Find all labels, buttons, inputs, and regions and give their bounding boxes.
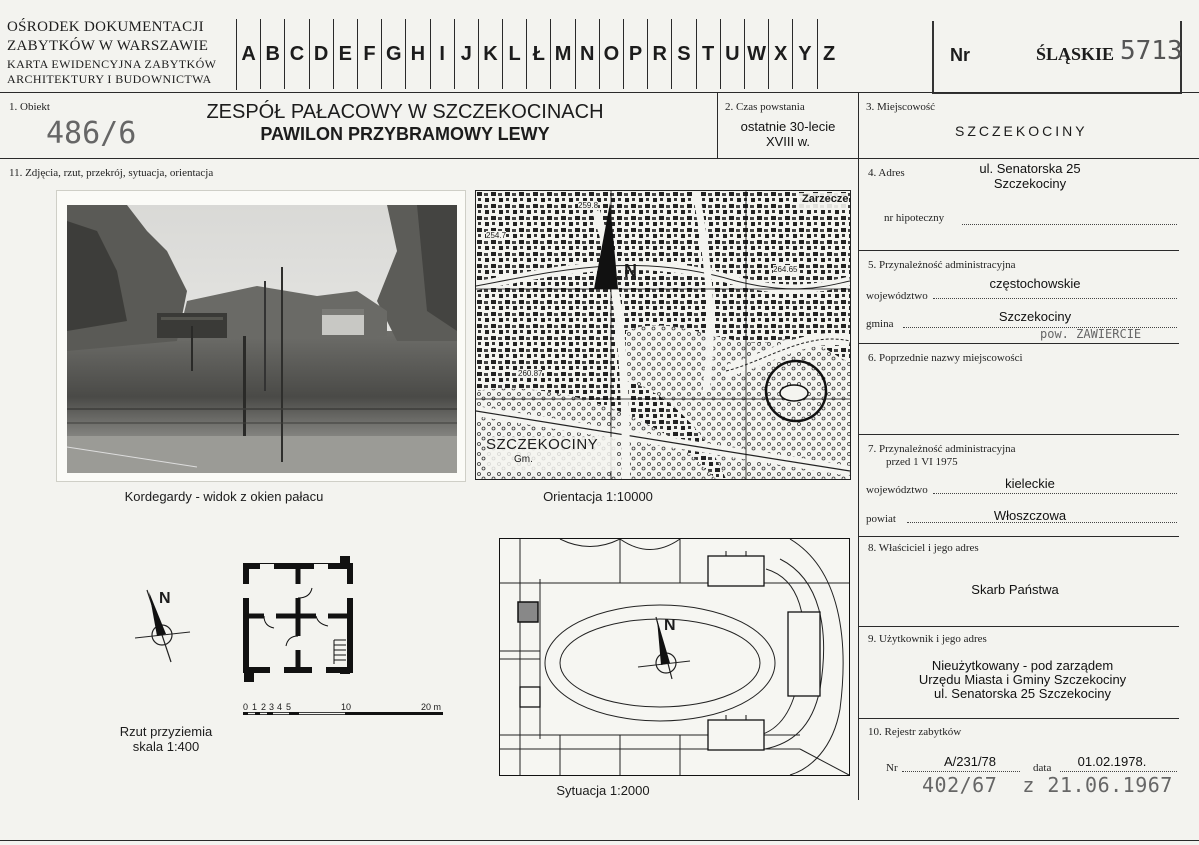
- map-height-3: 264.65: [773, 265, 798, 274]
- site-caption: Sytuacja 1:2000: [556, 783, 650, 798]
- admin-gmina-value: Szczekociny: [998, 309, 1072, 324]
- time-value-line-2: XVIII w.: [765, 134, 811, 149]
- index-letter: P: [623, 19, 647, 89]
- institution-line-1: OŚRODEK DOKUMENTACJI: [7, 19, 204, 35]
- scale-label-3: 3: [269, 702, 275, 712]
- admin-voivodeship-value: częstochowskie: [989, 276, 1081, 291]
- index-letter: M: [550, 19, 574, 89]
- photo-image: [57, 191, 465, 481]
- index-letter: O: [599, 19, 623, 89]
- scale-labels: [243, 702, 453, 714]
- index-letter: W: [744, 19, 768, 89]
- object-handwritten-number: 486/6: [46, 116, 137, 151]
- map-caption: Orientacja 1:10000: [543, 489, 653, 504]
- address-label: 4. Adres: [868, 167, 905, 179]
- admin-before-label-line-1: 7. Przynależność administracyjna: [868, 443, 1016, 455]
- region-label: ŚLĄSKIE: [1036, 44, 1115, 64]
- time-label: 2. Czas powstania: [725, 101, 805, 113]
- institution-name: [7, 18, 208, 56]
- map-label-gm: Gm.: [514, 454, 533, 465]
- admin-before-district-value: Włoszczowa: [993, 508, 1067, 523]
- object-title: [150, 101, 660, 145]
- admin-before-label-line-2: przed 1 VI 1975: [886, 456, 958, 468]
- section-11-label: 11. Zdjęcia, rzut, przekrój, sytuacja, orientacja: [9, 167, 214, 179]
- time-value: [718, 119, 858, 149]
- index-letter: J: [454, 19, 478, 89]
- address-line-1: ul. Senatorska 25: [979, 161, 1081, 176]
- admin-before-district-label: powiat: [866, 513, 896, 525]
- site-north-label: N: [664, 617, 676, 634]
- index-letter: H: [405, 19, 429, 89]
- address-line-2: Szczekociny: [993, 176, 1067, 191]
- index-letter: D: [309, 19, 333, 89]
- map-label-town: SZCZEKOCINY: [486, 436, 599, 453]
- index-letter: K: [478, 19, 502, 89]
- plan-caption: [96, 724, 236, 754]
- index-letter: Ł: [526, 19, 550, 89]
- user-line-3: ul. Senatorska 25 Szczekociny: [933, 686, 1112, 701]
- photograph: [56, 190, 466, 482]
- map-label-n: N: [624, 261, 637, 281]
- map-height-2: 254.7: [486, 231, 507, 240]
- scale-label-2: 2: [261, 702, 267, 712]
- orientation-map: [475, 190, 851, 480]
- scale-label-1: 1: [252, 702, 258, 712]
- index-letter: C: [284, 19, 308, 89]
- object-title-line-2: PAWILON PRZYBRAMOWY LEWY: [260, 124, 550, 144]
- scale-label-20m: 20 m: [421, 702, 442, 712]
- index-letter: A: [236, 19, 260, 89]
- admin-gmina-label: gmina: [866, 318, 894, 330]
- card-title: [7, 57, 216, 87]
- index-letter: E: [333, 19, 357, 89]
- register-label: 10. Rejestr zabytków: [868, 726, 962, 738]
- scale-label-5: 5: [286, 702, 292, 712]
- site-plan: [499, 538, 850, 776]
- admin-before-label: [868, 443, 1016, 469]
- register-nr-value: A/231/78: [943, 754, 997, 769]
- admin-handwritten-note: pow. ZAWIERCIE: [1040, 327, 1142, 341]
- index-letter: B: [260, 19, 284, 89]
- scale-label-0: 0: [243, 702, 249, 712]
- place-value: SZCZEKOCINY: [955, 123, 1088, 139]
- plan-north-label: N: [159, 590, 171, 607]
- index-letter: U: [720, 19, 744, 89]
- map-label-zarzecze: Zarzecze: [802, 193, 849, 205]
- place-label: 3. Miejscowość: [866, 101, 936, 113]
- object-title-line-1: ZESPÓŁ PAŁACOWY W SZCZEKOCINACH: [206, 101, 604, 123]
- index-letter: T: [696, 19, 720, 89]
- ground-floor-plan: [240, 554, 360, 689]
- address-value: [940, 161, 1120, 191]
- user-line-1: Nieużytkowany - pod zarządem: [931, 658, 1114, 673]
- index-letter: F: [357, 19, 381, 89]
- admin-before-voivodeship-value: kieleckie: [1005, 476, 1055, 491]
- admin-before-voivodeship-label: województwo: [866, 484, 928, 496]
- index-letter: I: [430, 19, 454, 89]
- nr-label: Nr: [950, 45, 971, 65]
- map-height-1: 259.8: [578, 201, 599, 210]
- user-line-2: Urzędu Miasta i Gminy Szczekociny: [918, 672, 1127, 687]
- index-letter: G: [381, 19, 405, 89]
- plan-caption-line-2: skala 1:400: [132, 739, 200, 754]
- index-letter: N: [575, 19, 599, 89]
- scale-label-4: 4: [277, 702, 283, 712]
- previous-names-label: 6. Poprzednie nazwy miejscowości: [868, 352, 1023, 364]
- site-plan-image: [500, 539, 849, 775]
- map-height-4: 260.87: [518, 369, 543, 378]
- index-letter: X: [768, 19, 792, 89]
- index-letter: S: [671, 19, 695, 89]
- card-title-line-1: KARTA EWIDENCYJNA ZABYTKÓW: [7, 57, 217, 71]
- object-label: 1. Obiekt: [9, 101, 50, 113]
- user-label: 9. Użytkownik i jego adres: [868, 633, 987, 645]
- admin-voivodeship-label: województwo: [866, 290, 928, 302]
- index-letter: R: [647, 19, 671, 89]
- admin-label: 5. Przynależność administracyjna: [868, 259, 1016, 271]
- photo-caption: Kordegardy - widok z okien pałacu: [124, 489, 324, 504]
- card-title-line-2: ARCHITEKTURY I BUDOWNICTWA: [7, 72, 212, 86]
- plan-caption-line-1: Rzut przyziemia: [119, 724, 213, 739]
- index-letter: Z: [817, 19, 841, 89]
- user-value: [880, 659, 1165, 701]
- institution-line-2: ZABYTKÓW W WARSZAWIE: [7, 38, 209, 54]
- owner-label: 8. Właściciel i jego adres: [868, 542, 979, 554]
- index-letter: Y: [792, 19, 816, 89]
- register-nr-label: Nr: [886, 762, 898, 774]
- register-handwritten: 402/67 z 21.06.1967: [922, 773, 1173, 797]
- alphabet-index: [236, 19, 841, 89]
- owner-value: Skarb Państwa: [971, 582, 1059, 597]
- scale-label-10: 10: [341, 702, 352, 712]
- time-value-line-1: ostatnie 30-lecie: [740, 119, 836, 134]
- register-date-value: 01.02.1978.: [1077, 754, 1147, 769]
- index-letter: L: [502, 19, 526, 89]
- region-number: 5713: [1120, 36, 1183, 66]
- mortgage-label: nr hipoteczny: [884, 212, 945, 224]
- register-date-label: data: [1033, 762, 1052, 774]
